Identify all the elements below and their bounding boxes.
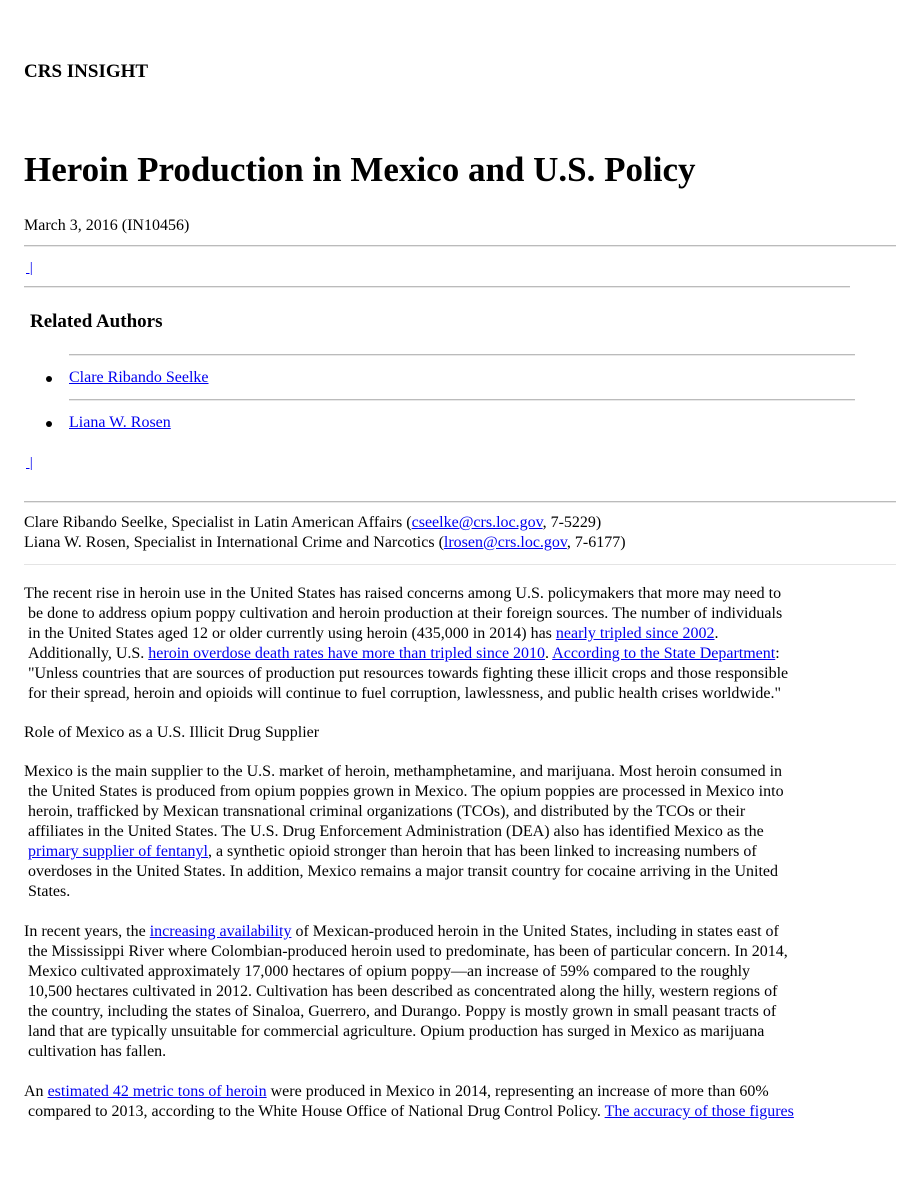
link-fentanyl-supplier[interactable]: primary supplier of fentanyl bbox=[28, 843, 208, 860]
link-overdose-death-rates[interactable]: heroin overdose death rates have more than tripled since 2010 bbox=[148, 645, 546, 662]
author-divider bbox=[69, 354, 855, 356]
contact-line: Clare Ribando Seelke, Specialist in Latin American Affairs (cseelke@crs.loc.gov, 7-5229) bbox=[24, 514, 602, 531]
email-link-rosen[interactable]: lrosen@crs.loc.gov bbox=[443, 534, 567, 551]
page-title: Heroin Production in Mexico and U.S. Policy bbox=[24, 150, 696, 189]
divider bbox=[24, 501, 896, 503]
paragraph-production-estimate: An estimated 42 metric tons of heroin were produced in Mexico in 2014, representing an increase of more than 60% compared to 2013, according to the White House Office of National Drug Control Policy. The accuracy of those figures bbox=[24, 1083, 794, 1120]
bullet-icon bbox=[46, 421, 52, 427]
author-link-rosen[interactable]: Liana W. Rosen bbox=[69, 414, 171, 431]
author-contacts bbox=[24, 513, 626, 553]
link-increasing-availability[interactable]: increasing availability bbox=[149, 923, 292, 940]
link-nearly-tripled[interactable]: nearly tripled since 2002 bbox=[555, 625, 715, 642]
paragraph-mexico-supplier: Mexico is the main supplier to the U.S. market of heroin, methamphetamine, and marijuana. Most heroin consumed in the United States is produced from opium poppies grown in Mexico. The opium poppies are processed in Mexico into heroin, trafficked by Mexican transnational criminal organizations (TCOs), and distributed by the TCOs or their affiliates in the United States. The U.S. Drug Enforcement Administration (DEA) also has identified Mexico as the primary supplier of fentanyl, a synthetic opioid stronger than heroin that has been linked to increasing numbers of overdoses in the United States. In addition, Mexico remains a major transit country for cocaine arriving in the United States. bbox=[24, 763, 784, 900]
email-link-seelke[interactable]: cseelke@crs.loc.gov bbox=[411, 514, 543, 531]
publication-date: March 3, 2016 (IN10456) bbox=[24, 217, 190, 234]
divider bbox=[24, 564, 896, 565]
divider bbox=[24, 245, 896, 247]
paragraph-cultivation: In recent years, the increasing availability of Mexican-produced heroin in the United States, including in states east of the Mississippi River where Colombian-produced heroin used to predominate, has been of particular concern. In 2014, Mexico cultivated approximately 17,000 hectares of opium poppy—an increase of 59% compared to the roughly 10,500 hectares cultivated in 2012. Cultivation has been described as concentrated along the hilly, western regions of the country, including the states of Sinaloa, Guerrero, and Durango. Poppy is mostly grown in small peasant tracts of land that are typically unsuitable for commercial agriculture. Opium production has surged in Mexico as marijuana cultivation has fallen. bbox=[24, 923, 788, 1060]
empty-anchor-link[interactable]: | bbox=[26, 260, 33, 276]
author-divider bbox=[69, 399, 855, 401]
section-heading: Role of Mexico as a U.S. Illicit Drug Supplier bbox=[24, 724, 320, 741]
author-link-seelke[interactable]: Clare Ribando Seelke bbox=[69, 369, 209, 386]
link-accuracy-of-figures[interactable]: The accuracy of those figures bbox=[604, 1103, 794, 1120]
related-authors-heading: Related Authors bbox=[30, 311, 163, 332]
link-estimated-42-tons[interactable]: estimated 42 metric tons of heroin bbox=[47, 1083, 267, 1100]
contact-line: Liana W. Rosen, Specialist in International Crime and Narcotics (lrosen@crs.loc.gov, 7-6177) bbox=[24, 534, 626, 551]
crs-insight-label: CRS INSIGHT bbox=[24, 61, 149, 82]
paragraph-intro: The recent rise in heroin use in the United States has raised concerns among U.S. policymakers that more may need to be done to address opium poppy cultivation and heroin production at their foreign sources. The number of individuals in the United States aged 12 or older currently using heroin (435,000 in 2014) has nearly tripled since 2002. Additionally, U.S. heroin overdose death rates have more than tripled since 2010. According to the State Department: "Unless countries that are sources of production put resources towards fighting these illicit crops and those responsible for their spread, heroin and opioids will continue to fuel corruption, lawlessness, and public health crises worldwide." bbox=[24, 585, 789, 702]
empty-anchor-link[interactable]: | bbox=[26, 455, 33, 471]
link-state-department[interactable]: According to the State Department bbox=[552, 645, 776, 662]
divider bbox=[24, 286, 850, 288]
bullet-icon bbox=[46, 376, 52, 382]
